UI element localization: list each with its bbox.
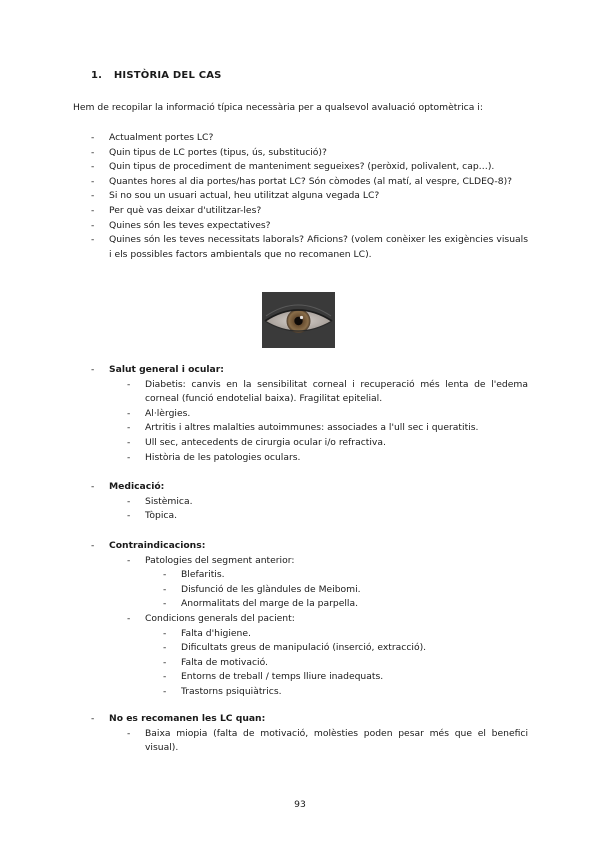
list-item: - Quin tipus de procediment de manteniment segueixes? (peròxid, polivalent, cap…). [91,160,528,175]
medicacio-list [109,495,528,524]
list-item: - Tòpica. [127,509,528,524]
group-items [145,627,528,700]
list-item: - Quines són les teves necessitats laborals? Aficions? (volem conèixer les exigències visuals i els possibles factors ambientals que no recomanen LC). [91,233,528,262]
list-item: - Artritis i altres malalties autoimmunes: associades a l'ull sec i queratitis. [127,421,528,436]
list-item: - Disfunció de les glàndules de Meibomi. [163,583,528,598]
list-item: - Anormalitats del marge de la parpella. [163,597,528,612]
group-items [145,568,528,612]
list-item: - Història de les patologies oculars. [127,451,528,466]
list-item: - Si no sou un usuari actual, heu utilitzat alguna vegada LC? [91,189,528,204]
no-recomanen-section [91,712,528,756]
list-item: - Blefaritis. [163,568,528,583]
contra-group [127,554,528,612]
norecom-list [109,727,528,756]
list-item: - Per què vas deixar d'utilitzar-les? [91,204,528,219]
list-item: - Falta d'higiene. [163,627,528,642]
list-item: - Diabetis: canvis en la sensibilitat corneal i recuperació més lenta de l'edema corneal (funció endotelial baixa). Fragilitat epitelial. [127,378,528,407]
contra-groups [109,554,528,700]
eye-photo [262,292,335,348]
list-item: - Actualment portes LC? [91,131,528,146]
eye-illustration [262,292,335,348]
page-number: 93 [294,799,306,810]
contra-group [127,612,528,700]
list-item: - Dificultats greus de manipulació (inserció, extracció). [163,641,528,656]
salut-list [109,378,528,466]
contra-title: Contraindicacions: [109,540,206,551]
medicacio-section [91,480,528,524]
list-item: - Quin tipus de LC portes (tipus, ús, substitució)? [91,146,528,161]
section-item [91,480,528,524]
list-item: - Quines són les teves expectatives? [91,219,528,234]
list-item: - Falta de motivació. [163,656,528,671]
section-heading [91,70,222,81]
medicacio-title: Medicació: [109,481,165,492]
intro-paragraph: Hem de recopilar la informació típica necessària per a qualsevol avaluació optomètrica i: [73,102,483,113]
questions-list [91,131,528,262]
list-item: - Quantes hores al dia portes/has portat LC? Són còmodes (al matí, al vespre, CLDEQ-8)? [91,175,528,190]
list-item: - Entorns de treball / temps lliure inadequats. [163,670,528,685]
group-label: Condicions generals del pacient: [145,612,295,624]
section-item [91,363,528,465]
salut-section [91,363,528,465]
list-item: - Trastorns psiquiàtrics. [163,685,528,700]
group-label: Patologies del segment anterior: [145,554,295,566]
contraindicacions-section [91,539,528,700]
section-item [91,539,528,700]
heading-title: HISTÒRIA DEL CAS [113,70,222,81]
norecom-title: No es recomanen les LC quan: [109,713,266,724]
list-item: - Al·lèrgies. [127,407,528,422]
heading-number: 1. [91,70,103,81]
salut-title: Salut general i ocular: [109,364,224,375]
list-item: - Ull sec, antecedents de cirurgia ocular i/o refractiva. [127,436,528,451]
list-item: - Baixa miopia (falta de motivació, molèsties poden pesar més que el benefici visual). [127,727,528,756]
list-item: - Sistèmica. [127,495,528,510]
section-item [91,712,528,756]
